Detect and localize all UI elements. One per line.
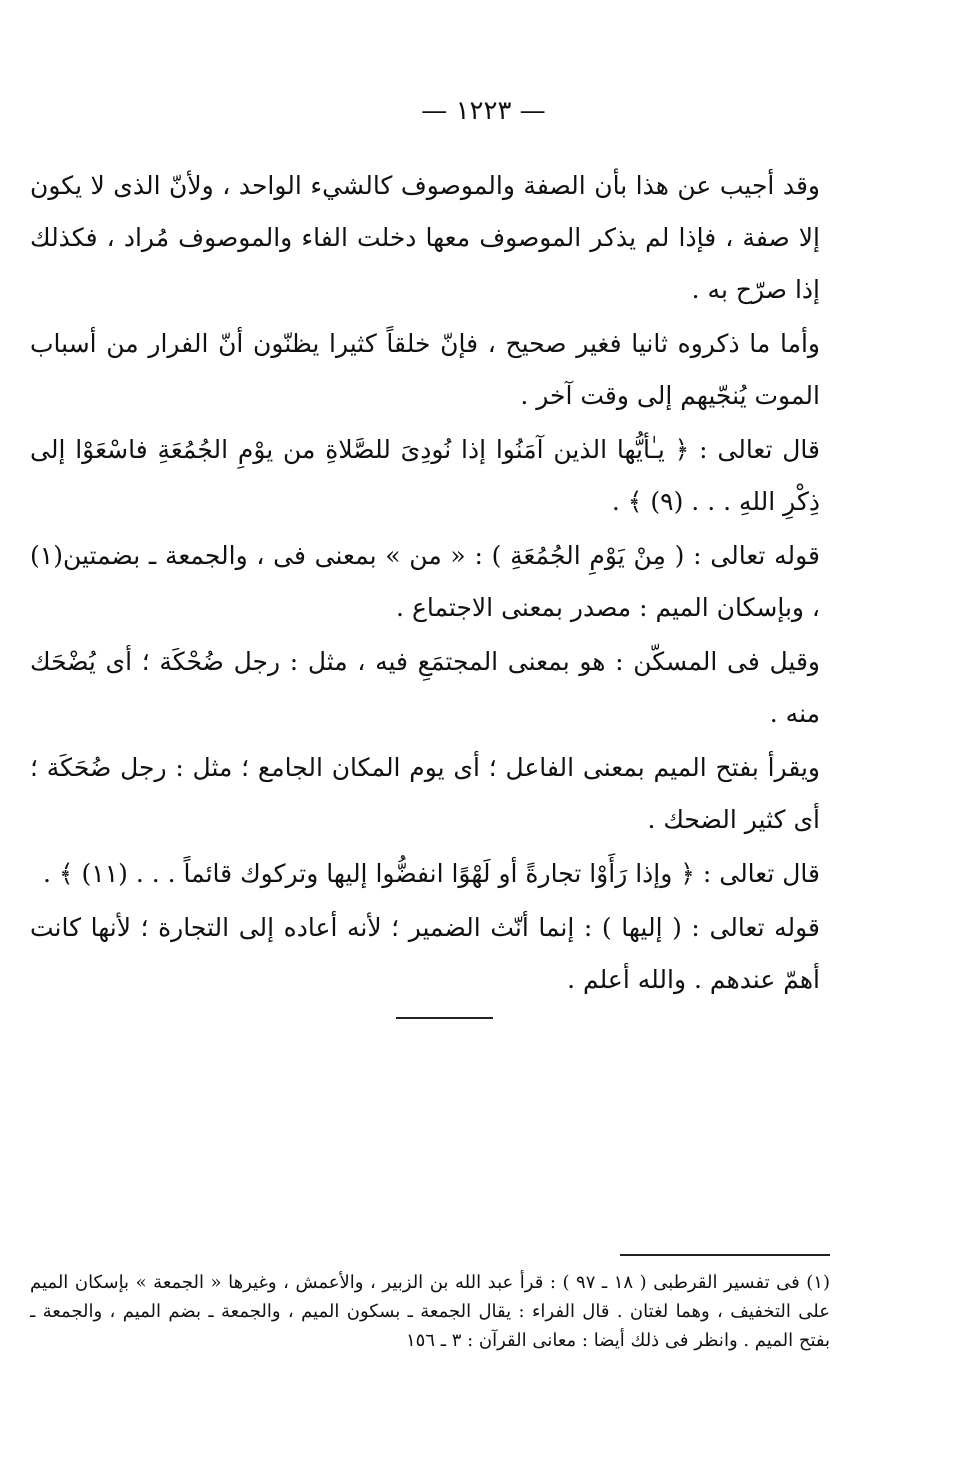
paragraph: قوله تعالى : ( مِنْ يَوْمِ الجُمُعَةِ ) : « من » بمعنى فى ، والجمعة ـ بضمتين(١) ، وبإسكان الميم : مصدر بمعنى الاجتماع . bbox=[30, 541, 820, 622]
paragraph: ويقرأ بفتح الميم بمعنى الفاعل ؛ أى يوم المكان الجامع ؛ مثل : رجل ضُحَكَة ؛ أى كثير الضحك . bbox=[30, 753, 820, 834]
footnotes bbox=[30, 1268, 830, 1355]
paragraph: قال تعالى : ﴿ وإذا رَأَوْا تجارةً أو لَهْوًا انفضُّوا إليها وتركوك قائماً . . . (١١) ﴾ . bbox=[43, 859, 820, 888]
page-number: — ١٢٢٣ — bbox=[421, 96, 546, 126]
paragraph: وقد أجيب عن هذا بأن الصفة والموصوف كالشيء الواحد ، ولأنّ الذى لا يكون إلا صفة ، فإذا لم يذكر الموصوف معها دخلت الفاء والموصوف مُراد ، فكذلك إذا صرّح به . bbox=[30, 171, 820, 304]
paragraph: قوله تعالى : ( إليها ) : إنما أنّث الضمير ؛ لأنه أعاده إلى التجارة ؛ لأنها كانت أهمّ عندهم . والله أعلم . bbox=[30, 913, 820, 994]
paragraph: وأما ما ذكروه ثانيا فغير صحيح ، فإنّ خلقاً كثيرا يظنّون أنّ الفرار من أسباب الموت يُنجّيهم إلى وقت آخر . bbox=[30, 329, 820, 410]
footnote: (١) فى تفسير القرطبى ( ١٨ ـ ٩٧ ) : قرأ عبد الله بن الزبير ، والأعمش ، وغيرها « الجمعة » بإسكان الميم على التخفيف ، وهما لغتان . قال الفراء : يقال الجمعة ـ بسكون الميم ، والجمعة ـ بضم الميم ، والجمعة ـ بفتح الميم . وانظر فى ذلك أيضا : معانى القرآن : ٣ ـ ١٥٦ bbox=[30, 1272, 830, 1351]
section-divider bbox=[396, 1017, 493, 1019]
paragraph: قال تعالى : ﴿ يـٰأيُّها الذين آمَنُوا إذا نُودِىَ للصَّلاةِ من يوْمِ الجُمُعَةِ فاسْعَوْا إلى ذِكْرِ اللهِ . . . (٩) ﴾ . bbox=[30, 435, 820, 516]
footnote-divider bbox=[620, 1254, 830, 1256]
main-text bbox=[30, 160, 820, 1008]
paragraph: وقيل فى المسكّن : هو بمعنى المجتمَعِ فيه ، مثل : رجل ضُحْكَة ؛ أى يُضْحَك منه . bbox=[30, 647, 820, 728]
